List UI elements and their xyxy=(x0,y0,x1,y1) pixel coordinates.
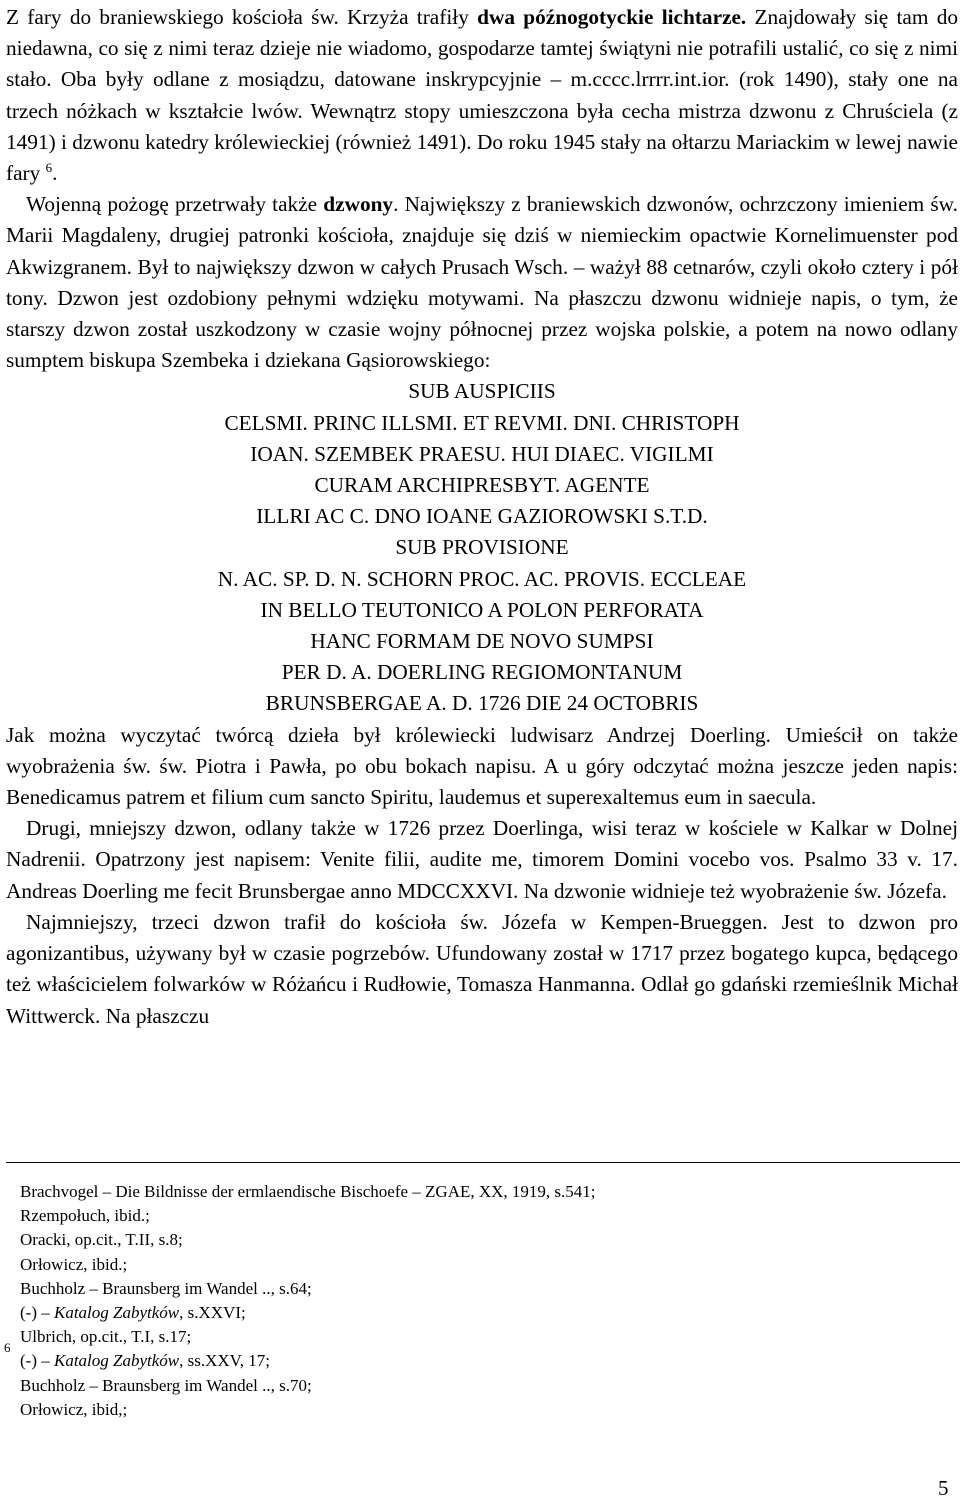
paragraph-dzwony xyxy=(6,189,958,376)
footnote-line: Orłowicz, ibid.; xyxy=(20,1254,128,1274)
footnote-line: Buchholz – Braunsberg im Wandel .., s.64; xyxy=(20,1278,312,1298)
footnotes xyxy=(4,1180,920,1422)
footnote-separator xyxy=(6,1162,960,1163)
text-run: Znajdowały się tam do niedawna, co się z nimi teraz dzieje nie wiadomo, gospodarze tamtej świątyni nie potrafili ustalić, co się z nimi stało. Oba były odlane z mosiądzu, datowane inskrypcyjnie – m.cccc.lrrrr.int.ior. (rok 1490), stały one na trzech nóżkach w kształcie lwów. Wewnątrz stopy umieszczona była cecha mistrza dzwonu z Chruściela (z 1491) i dzwonu katedry królewieckiej (również 1491). Do roku 1945 stały na ołtarzu Mariackim w lewej nawie fary xyxy=(6,5,958,186)
text-run: . Największy z braniewskich dzwonów, ochrzczony imieniem św. Marii Magdaleny, drugiej patronki kościoła, znajduje się dziś w niemieckim opactwie Kornelimuenster pod Akwizgranem. Był to największy dzwon w całych Prusach Wsch. – ważył 88 cetnarów, czyli około cztery i pół tony. Dzwon jest ozdobiony pełnymi wdzięku motywami. Na płaszczu dzwonu widnieje napis, o tym, że starszy dzwon został uszkodzony w czasie wojny północnej przez wojska polskie, a potem na nowo odlany sumptem biskupa Szembeka i dziekana Gąsiorowskiego: xyxy=(6,192,958,373)
inscription-line: IOAN. SZEMBEK PRAESU. HUI DIAEC. VIGILMI xyxy=(250,441,714,466)
inscription-line: PER D. A. DOERLING REGIOMONTANUM xyxy=(281,660,683,685)
inscription-line: SUB PROVISIONE xyxy=(395,535,569,560)
inscription-line: SUB AUSPICIIS xyxy=(408,379,556,404)
footnote-line: 6 (-) – Katalog Zabytków, ss.XXV, 17; xyxy=(4,1340,270,1371)
bold-phrase: dzwony xyxy=(323,192,394,217)
paragraph-doerling: Jak można wyczytać twórcą dzieła był królewiecki ludwisarz Andrzej Doerling. Umieścił on także wyobrażenia św. św. Piotra i Pawła, po obu bokach napisu. A u góry odczytać można jeszcze jeden napis: Benedicamus patrem et filium cum sancto Spiritu, laudemus et superexaltemus eum in saecula. xyxy=(6,722,958,810)
paragraph-third-bell: Najmniejszy, trzeci dzwon trafił do kościoła św. Józefa w Kempen-Brueggen. Jest to dzwon pro agonizantibus, używany był w czasie pogrzebów. Ufundowany został w 1717 przez bogatego kupca, będącego też właścicielem folwarków w Różańcu i Rudłowie, Tomasza Hanmanna. Odlał go gdański rzemieślnik Michał Wittwerck. Na płaszczu xyxy=(6,909,958,1028)
footnote-reference: 6 xyxy=(45,159,53,175)
footnote-line: Buchholz – Braunsberg im Wandel .., s.70; xyxy=(20,1375,312,1395)
text-run: . xyxy=(52,161,58,186)
footnote-line: Brachvogel – Die Bildnisse der ermlaendische Bischoefe – ZGAE, XX, 1919, s.541; xyxy=(20,1182,596,1201)
inscription-line: BRUNSBERGAE A. D. 1726 DIE 24 OCTOBRIS xyxy=(265,691,699,716)
footnote-line: (-) – Katalog Zabytków, s.XXVI; xyxy=(20,1303,246,1323)
page-number: 5 xyxy=(938,1476,949,1500)
text-run: Wojenną pożogę przetrwały także xyxy=(26,192,324,217)
footnote-line: Rzempołuch, ibid.; xyxy=(20,1206,150,1226)
inscription-line: CELSMI. PRINC ILLSMI. ET REVMI. DNI. CHRISTOPH xyxy=(224,410,740,435)
main-text xyxy=(6,2,958,1032)
inscription-line: ILLRI AC C. DNO IOANE GAZIOROWSKI S.T.D. xyxy=(256,504,708,529)
text-run: Z fary do braniewskiego kościoła św. Krzyża trafiły xyxy=(6,5,478,29)
bold-phrase: dwa późnogotyckie lichtarze. xyxy=(477,5,747,29)
inscription-line: N. AC. SP. D. N. SCHORN PROC. AC. PROVIS. ECCLEAE xyxy=(217,566,747,591)
footnote-line: Ulbrich, op.cit., T.I, s.17; xyxy=(20,1327,192,1347)
inscription-line: CURAM ARCHIPRESBYT. AGENTE xyxy=(314,473,650,498)
paragraph-lichtarze xyxy=(6,2,958,189)
bell-inscription xyxy=(6,376,958,719)
paragraph-second-bell: Drugi, mniejszy dzwon, odlany także w 1726 przez Doerlinga, wisi teraz w kościele w Kalkar w Dolnej Nadrenii. Opatrzony jest napisem: Venite filii, audite me, timorem Domini vocebo vos. Psalmo 33 v. 17. Andreas Doerling me fecit Brunsbergae anno MDCCXXVI. Na dzwonie widnieje też wyobrażenie św. Józefa. xyxy=(6,816,958,903)
inscription-line: IN BELLO TEUTONICO A POLON PERFORATA xyxy=(260,597,704,622)
footnote-number: 6 xyxy=(4,1340,11,1356)
footnote-line: Oracki, op.cit., T.II, s.8; xyxy=(20,1230,183,1250)
footnote-line: Orłowicz, ibid,; xyxy=(20,1399,128,1419)
inscription-line: HANC FORMAM DE NOVO SUMPSI xyxy=(310,629,654,654)
